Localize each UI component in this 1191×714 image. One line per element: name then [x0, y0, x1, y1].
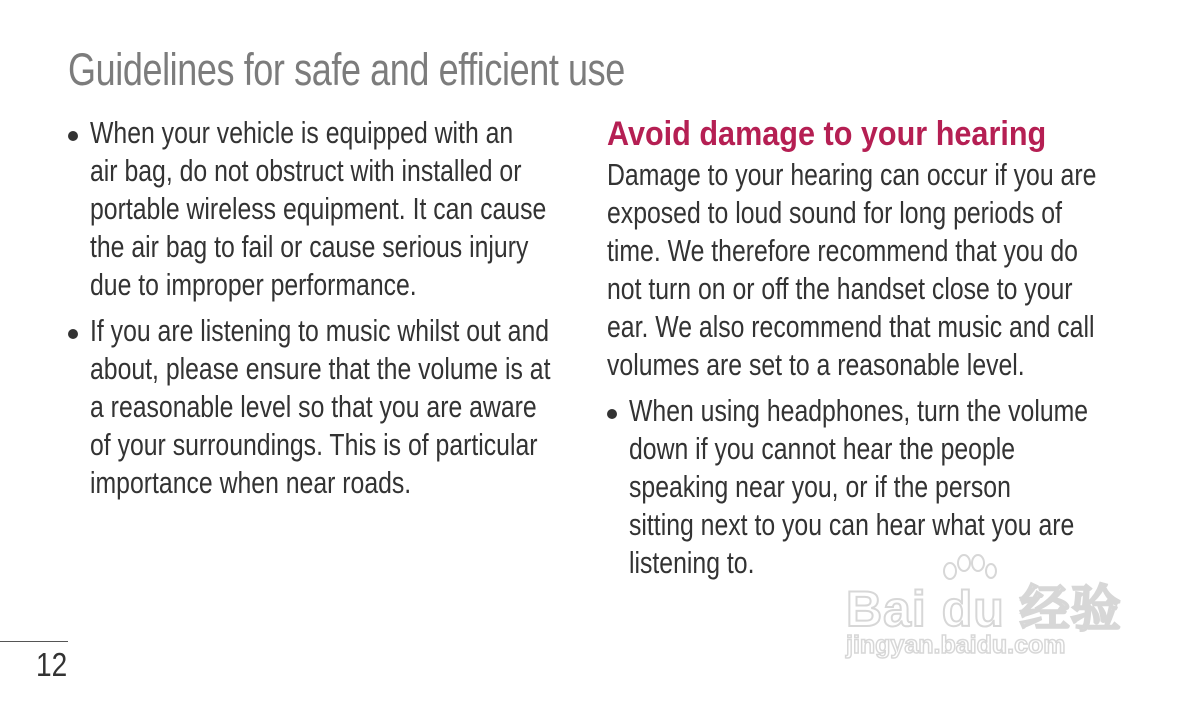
- text-line: listening to.: [629, 545, 755, 580]
- bullet-item: [68, 114, 668, 304]
- text-line: When your vehicle is equipped with an: [90, 115, 514, 150]
- text-line: down if you cannot hear the people: [629, 431, 1016, 466]
- bullet-icon: [68, 329, 78, 339]
- bullet-icon: [68, 131, 78, 141]
- text-line: exposed to loud sound for long periods of: [607, 195, 1062, 230]
- text-line: air bag, do not obstruct with installed or: [90, 153, 522, 188]
- left-column: [68, 114, 668, 502]
- text-line: speaking near you, or if the person: [629, 469, 1011, 504]
- bullet-item: [68, 312, 668, 502]
- text-line: due to improper performance.: [90, 267, 417, 302]
- text-line: the air bag to fail or cause serious injury: [90, 229, 529, 264]
- footer-divider: [0, 641, 68, 642]
- text-line: time. We therefore recommend that you do: [607, 233, 1078, 268]
- watermark-brand: Bai du 经验: [846, 581, 1122, 637]
- watermark: [846, 553, 1121, 663]
- text-line: of your surroundings. This is of particular: [90, 427, 538, 462]
- page-number: 12: [36, 646, 68, 683]
- text-line: ear. We also recommend that music and call: [607, 309, 1095, 344]
- text-line: Damage to your hearing can occur if you are: [607, 157, 1097, 192]
- text-line: importance when near roads.: [90, 465, 412, 500]
- text-line: a reasonable level so that you are aware: [90, 389, 537, 424]
- hearing-paragraph: [607, 156, 1191, 384]
- section-heading: Avoid damage to your hearing: [607, 115, 1047, 153]
- text-line: volumes are set to a reasonable level.: [607, 347, 1025, 382]
- text-line: If you are listening to music whilst out and: [90, 313, 550, 348]
- watermark-url: jingyan.baidu.com: [846, 631, 1066, 659]
- text-line: not turn on or off the handset close to your: [607, 271, 1073, 306]
- text-line: portable wireless equipment. It can cause: [90, 191, 547, 226]
- text-line: When using headphones, turn the volume: [629, 393, 1089, 428]
- page-title: Guidelines for safe and efficient use: [68, 44, 625, 95]
- text-line: about, please ensure that the volume is at: [90, 351, 551, 386]
- bullet-icon: [607, 409, 617, 419]
- right-column: [607, 114, 1191, 582]
- text-line: sitting next to you can hear what you are: [629, 507, 1075, 542]
